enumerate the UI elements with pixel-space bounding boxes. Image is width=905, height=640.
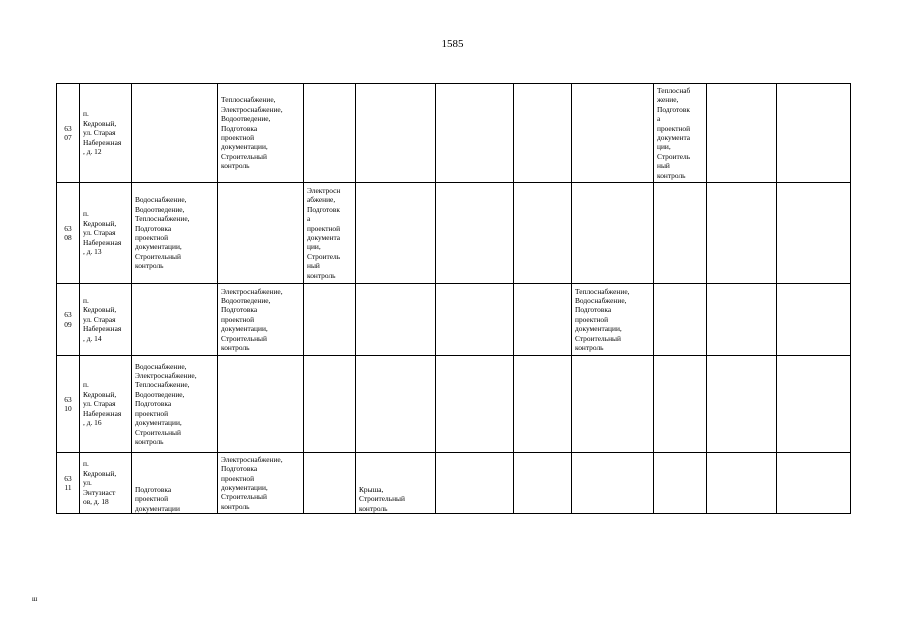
work-cell (572, 356, 654, 453)
work-cell (514, 183, 572, 284)
address-cell: п. Кедровый, ул. Энтузиаст ов, д. 18 (80, 453, 132, 514)
work-cell (132, 84, 218, 183)
row-number: 63 08 (57, 183, 80, 284)
work-cell (654, 453, 707, 514)
work-cell (218, 356, 304, 453)
work-cell (436, 453, 514, 514)
work-cell (514, 84, 572, 183)
row-number: 63 10 (57, 356, 80, 453)
works-table (56, 83, 851, 514)
work-cell: Электросн абжение, Подготовк а проектной документа ции, Строитель ный контроль (304, 183, 356, 284)
work-cell: Водоснабжение, Электроснабжение, Теплоснабжение, Водоотведение, Подготовка проектной документации, Строительный контроль (132, 356, 218, 453)
work-cell (572, 453, 654, 514)
work-cell (707, 284, 777, 356)
work-cell (777, 453, 851, 514)
work-cell (356, 84, 436, 183)
row-number: 63 11 (57, 453, 80, 514)
work-cell (707, 84, 777, 183)
address-cell: п. Кедровый, ул. Старая Набережная , д. 16 (80, 356, 132, 453)
address-cell: п. Кедровый, ул. Старая Набережная , д. 14 (80, 284, 132, 356)
work-cell (514, 284, 572, 356)
work-cell (572, 183, 654, 284)
table-row (57, 356, 851, 453)
work-cell: Подготовка проектной документации (132, 453, 218, 514)
table-row (57, 284, 851, 356)
work-cell (707, 453, 777, 514)
work-cell (436, 84, 514, 183)
work-cell (304, 453, 356, 514)
table-row (57, 453, 851, 514)
row-number: 63 09 (57, 284, 80, 356)
work-cell: Теплоснабжение, Электроснабжение, Водоотведение, Подготовка проектной документации, Строительный контроль (218, 84, 304, 183)
work-cell (304, 84, 356, 183)
table-row (57, 84, 851, 183)
work-cell (304, 356, 356, 453)
work-cell (514, 453, 572, 514)
work-cell (218, 183, 304, 284)
work-cell (356, 284, 436, 356)
work-cell (654, 356, 707, 453)
work-cell: Электроснабжение, Водоотведение, Подготовка проектной документации, Строительный контроль (218, 284, 304, 356)
work-cell: Водоснабжение, Водоотведение, Теплоснабжение, Подготовка проектной документации, Строительный контроль (132, 183, 218, 284)
work-cell (654, 183, 707, 284)
table-row (57, 183, 851, 284)
work-cell (707, 183, 777, 284)
work-cell: Крыша, Строительный контроль (356, 453, 436, 514)
work-cell (777, 284, 851, 356)
work-cell (436, 183, 514, 284)
work-cell (777, 356, 851, 453)
work-cell (132, 284, 218, 356)
work-cell (654, 284, 707, 356)
work-cell: Электроснабжение, Подготовка проектной документации, Строительный контроль (218, 453, 304, 514)
work-cell (777, 183, 851, 284)
footer-mark: ш (32, 595, 38, 603)
work-cell: Теплоснаб жение, Подготовк а проектной документа ции, Строитель ный контроль (654, 84, 707, 183)
work-cell (356, 183, 436, 284)
work-cell (436, 284, 514, 356)
work-cell (436, 356, 514, 453)
work-cell (707, 356, 777, 453)
address-cell: п. Кедровый, ул. Старая Набережная , д. 13 (80, 183, 132, 284)
address-cell: п. Кедровый, ул. Старая Набережная , д. 12 (80, 84, 132, 183)
work-cell (777, 84, 851, 183)
page-number: 1585 (441, 38, 464, 50)
work-cell (304, 284, 356, 356)
work-cell (572, 84, 654, 183)
row-number: 63 07 (57, 84, 80, 183)
work-cell (514, 356, 572, 453)
work-cell: Теплоснабжение, Водоснабжение, Подготовка проектной документации, Строительный контроль (572, 284, 654, 356)
work-cell (356, 356, 436, 453)
